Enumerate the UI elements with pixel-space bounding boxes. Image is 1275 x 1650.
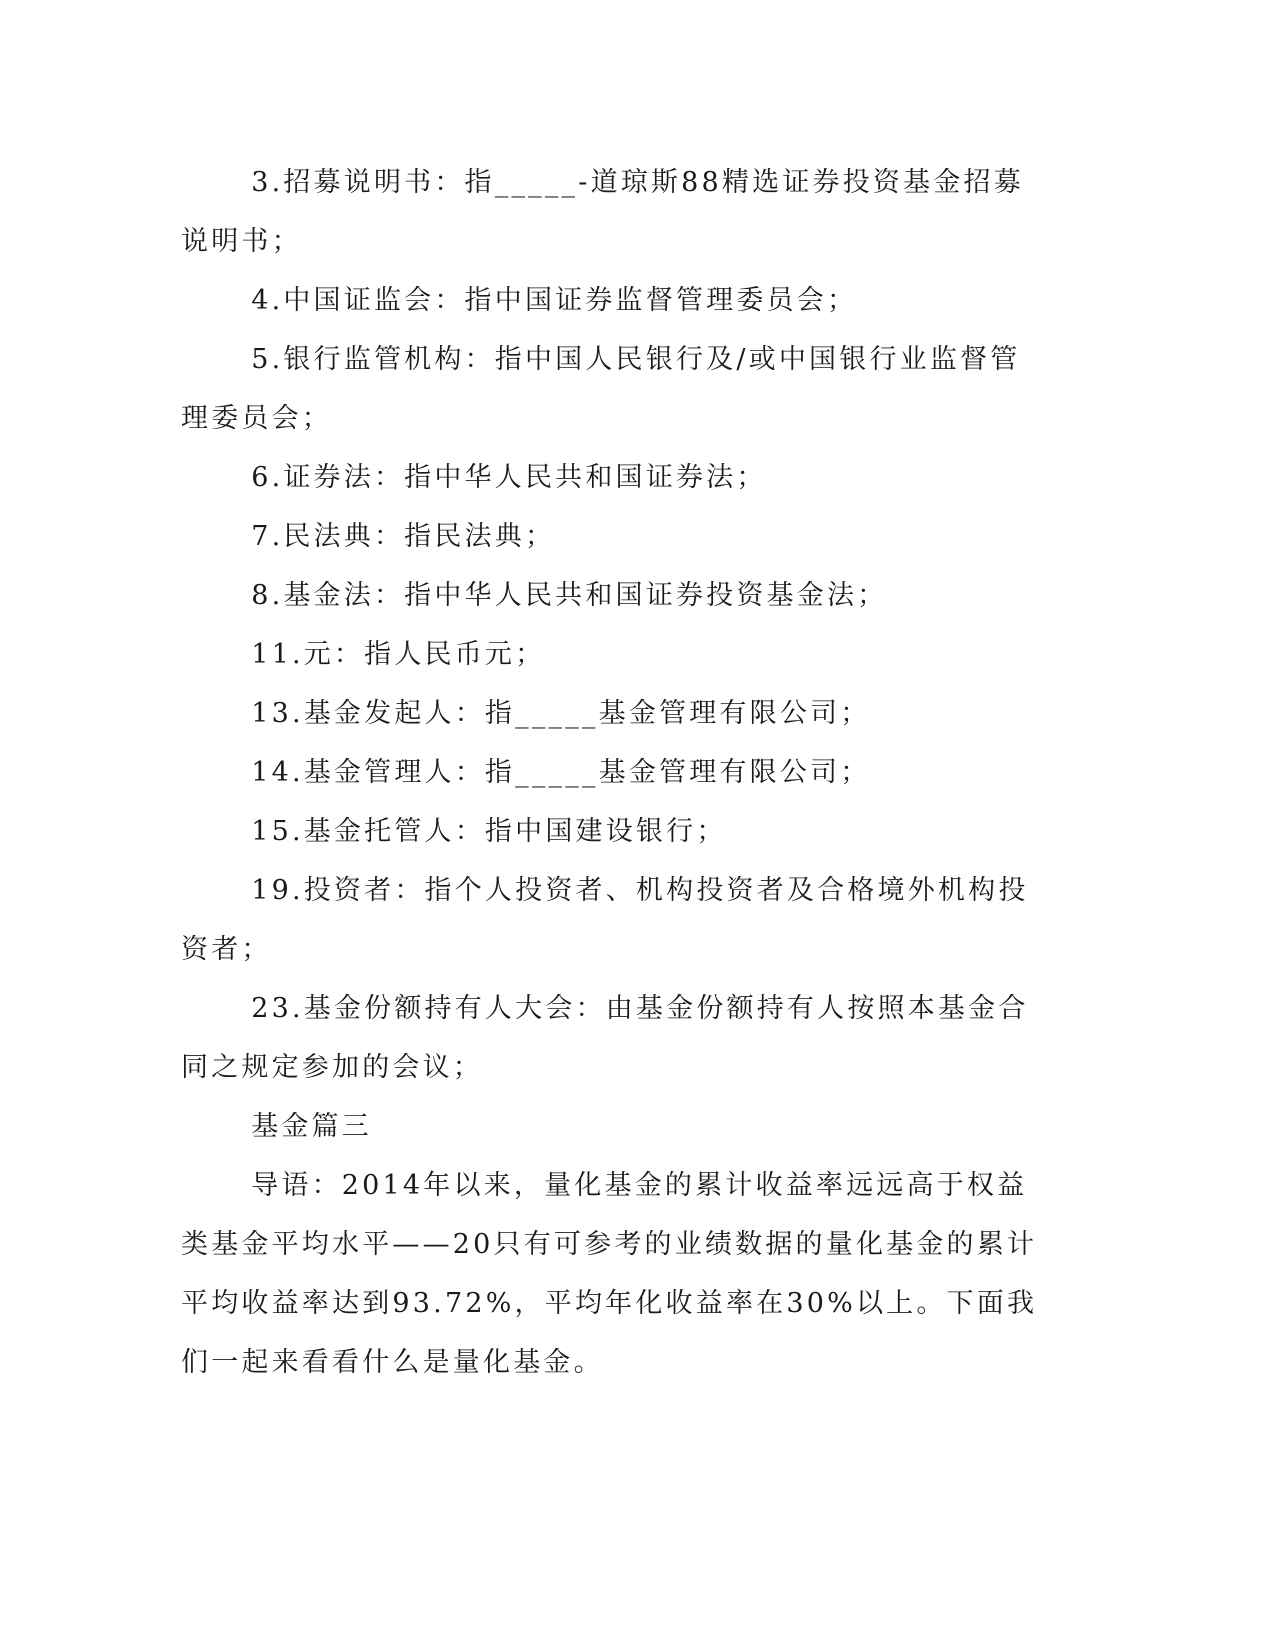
definition-fund-custodian: 15.基金托管人：指中国建设银行； xyxy=(251,816,727,847)
definition-yuan: 11.元：指人民币元； xyxy=(251,639,546,670)
document-body xyxy=(181,153,1041,1392)
section-heading: 基金篇三 xyxy=(251,1111,372,1142)
definition-investor: 19.投资者：指个人投资者、机构投资者及合格境外机构投资者； xyxy=(181,875,1029,965)
definition-securities-law: 6.证券法：指中华人民共和国证券法； xyxy=(251,462,767,493)
definition-fund-law: 8.基金法：指中华人民共和国证券投资基金法； xyxy=(251,580,888,611)
intro-paragraph: 导语：2014年以来，量化基金的累计收益率远远高于权益类基金平均水平——20只有可参考的业绩数据的量化基金的累计平均收益率达到93.72%，平均年化收益率在30%以上。下面我们一起来看看什么是量化基金。 xyxy=(181,1170,1038,1378)
definition-fund-manager: 14.基金管理人：指_____基金管理有限公司； xyxy=(251,757,871,788)
definition-civil-code: 7.民法典：指民法典； xyxy=(251,521,556,552)
definition-bank-regulator: 5.银行监管机构：指中国人民银行及/或中国银行业监督管理委员会； xyxy=(181,344,1021,434)
definition-prospectus: 3.招募说明书：指_____-道琼斯88精选证券投资基金招募说明书； xyxy=(181,167,1024,257)
definition-holders-meeting: 23.基金份额持有人大会：由基金份额持有人按照本基金合同之规定参加的会议； xyxy=(181,993,1029,1083)
definition-fund-sponsor: 13.基金发起人：指_____基金管理有限公司； xyxy=(251,698,871,729)
definition-csrc: 4.中国证监会：指中国证券监督管理委员会； xyxy=(251,285,858,316)
